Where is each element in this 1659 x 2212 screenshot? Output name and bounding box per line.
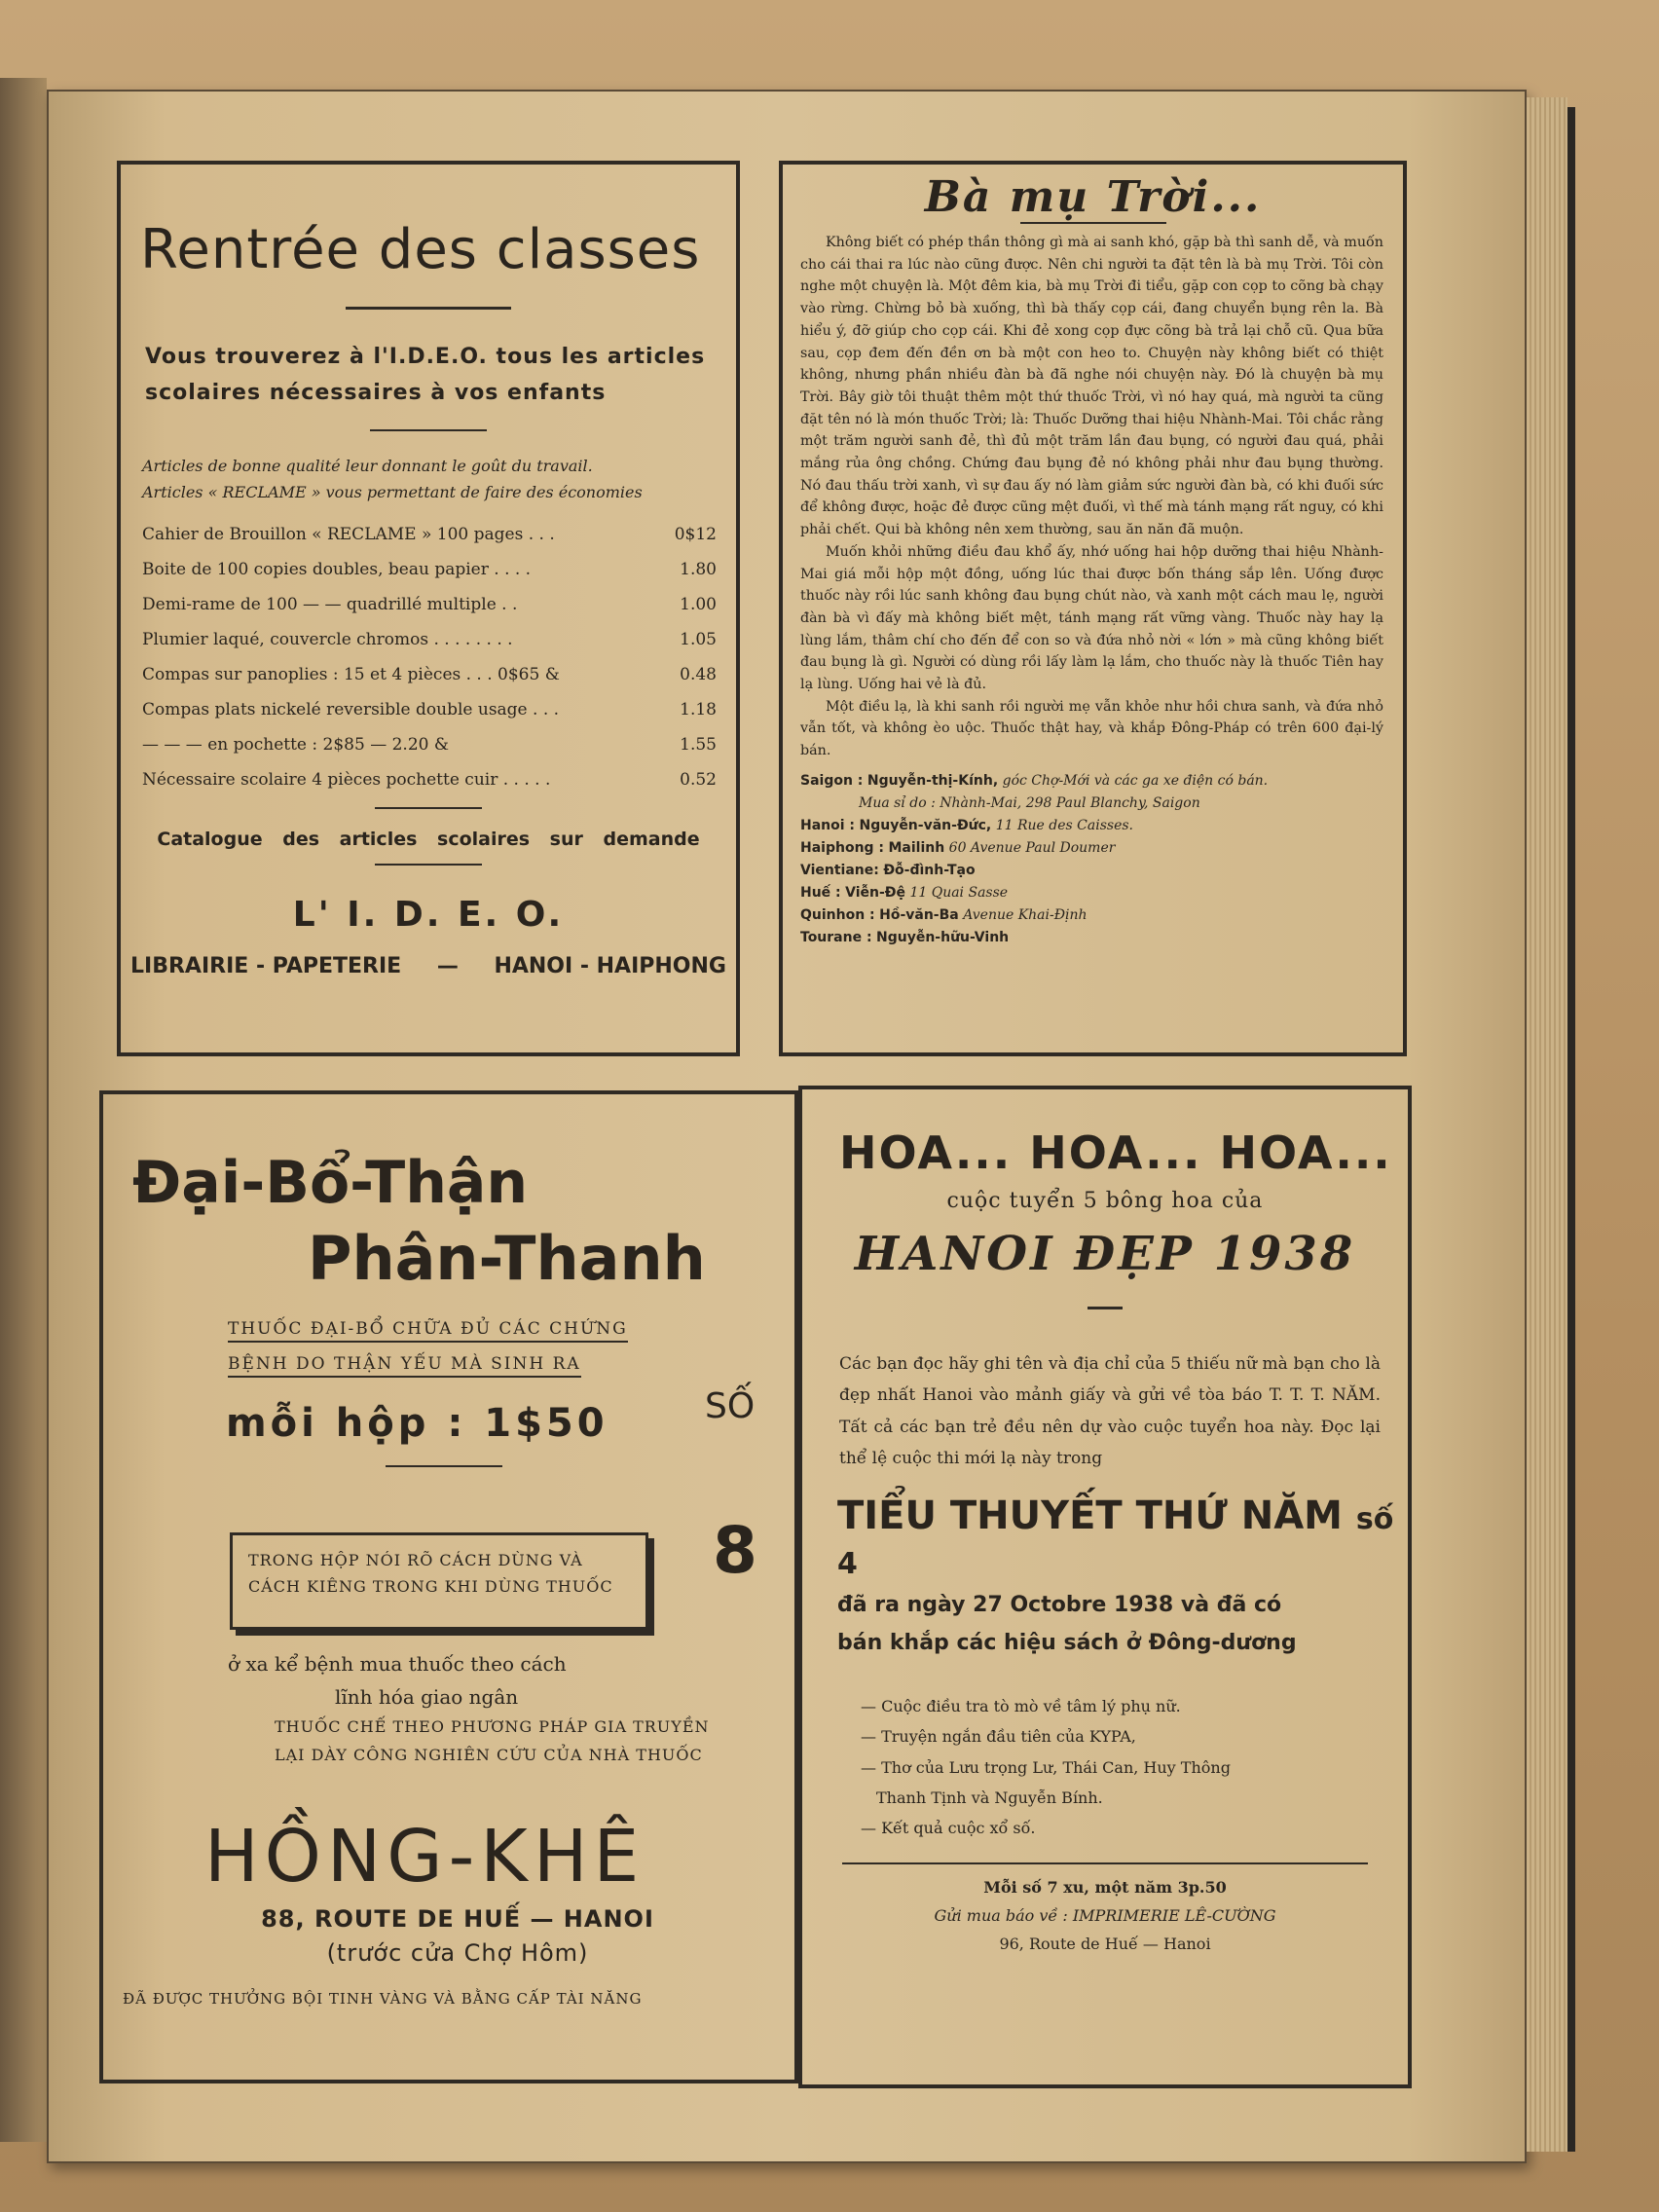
subtitle: THUỐC ĐẠI-BỔ CHỮA ĐỦ CÁC CHỨNG <box>228 1319 628 1343</box>
agent-row: Hanoi : Nguyễn-văn-Đức, 11 Rue des Caisses. <box>800 817 1133 833</box>
hoa-contest-advertisement <box>798 1086 1412 2088</box>
ad-title: HANOI ĐẸP 1938 <box>854 1227 1356 1281</box>
phan-thanh-advertisement <box>99 1090 798 2083</box>
shop-cities: HANOI - HAIPHONG <box>494 953 726 978</box>
ad-headline: HOA... HOA... HOA... <box>839 1126 1392 1179</box>
ad-title: Rentrée des classes <box>140 218 701 281</box>
price-item: Compas plats nickelé reversible double usage . . . 1.18 <box>142 699 717 719</box>
issue-number: 8 <box>713 1513 757 1588</box>
intro-text: Vous trouverez à l'I.D.E.O. tous les articles scolaires nécessaires à vos enfants <box>145 345 706 406</box>
price-item: Demi-rame de 100 — — quadrillé multiple . . 1.00 <box>142 594 717 614</box>
agent-row: Saigon : Nguyễn-thị-Kính, góc Chợ-Mới và các ga xe điện có bán. <box>800 772 1269 789</box>
divider <box>1020 222 1166 224</box>
paragraph: Một điều lạ, là khi sanh rồi người mẹ vẫn khỏe như hồi chưa sanh, và đứa nhỏ vẫn tốt, và không èo uộc. Thuốc thật hay, và khắp Đông-Pháp có trên 600 đại-lý bán. <box>800 698 1383 759</box>
release-info: đã ra ngày 27 Octobre 1938 và đã có bán khắp các hiệu sách ở Đông-dương <box>837 1593 1297 1655</box>
shop-line <box>130 954 726 978</box>
book-cover-edge <box>1567 107 1575 2152</box>
subscription-info: Mỗi số 7 xu, một năm 3p.50 Gửi mua báo về : IMPRIMERIE LÊ-CƯỜNG 96, Route de Huế — Hanoi <box>934 1878 1276 1953</box>
price-item: Plumier laqué, couvercle chromos . . . . . . . . 1.05 <box>142 629 717 649</box>
book-page-stack <box>1527 97 1567 2152</box>
divider <box>375 864 482 866</box>
list-item: — Kết quả cuộc xổ số. <box>861 1818 1036 1837</box>
list-item: — Truyện ngắn đầu tiên của KYPA, <box>861 1727 1136 1747</box>
divider <box>842 1862 1368 1864</box>
agent-row: Mua sỉ do : Nhành-Mai, 298 Paul Blanchy, Saigon <box>859 794 1200 811</box>
ad-body: Các bạn đọc hãy ghi tên và địa chỉ của 5 thiếu nữ mà bạn cho là đẹp nhất Hanoi vào mảnh giấy và gửi về tòa báo T. T. T. NĂM. Tất cả các bạn trẻ đều nên dự vào cuộc tuyển hoa này. Đọc lại thể lệ cuộc thi mới lạ này trong <box>839 1354 1381 1468</box>
agent-row: Haiphong : Mailinh 60 Avenue Paul Doumer <box>800 839 1116 856</box>
book-left-page-edge <box>0 78 47 2142</box>
list-item: Thanh Tịnh và Nguyễn Bính. <box>876 1788 1103 1807</box>
divider <box>375 807 482 809</box>
ad-body <box>800 232 1383 762</box>
ad-title: Bà mụ Trời... <box>924 172 1262 222</box>
agent-row: Quinhon : Hồ-văn-Ba Avenue Khai-Định <box>800 906 1088 923</box>
brand-name: L' I. D. E. O. <box>292 894 565 935</box>
divider <box>386 1465 502 1467</box>
ad-subtitle: cuộc tuyển 5 bông hoa của <box>946 1189 1264 1213</box>
issue-label: SỐ <box>705 1386 756 1426</box>
paragraph: Muốn khỏi những điều đau khổ ấy, nhớ uống hai hộp dưỡng thai hiệu Nhành-Mai giá mỗi hộp một đồng, uống lúc thai được bốn tháng sắp lên. Uống được thuốc này rồi lúc sanh không đau bụng chút nào, và xanh một cách mau lẹ, người đàn bà vì đấy mà không biết mệt, tánh mạng rất vững vàng. Thuốc này hay lạ lùng lắm, thâm chí cho đến để con so và đứa nhỏ nời « lớn » mà cũng không biết đau bụng là gì. Người có dùng rồi lấy làm lạ lắm, cho thuốc này là thuốc Tiên hay lạ lùng. Uống hai vẻ là đủ. <box>800 543 1383 693</box>
agent-row: Huế : Viễn-Đệ 11 Quai Sasse <box>800 884 1009 901</box>
price-item: — — — en pochette : 2$85 — 2.20 & 1.55 <box>142 734 717 755</box>
ad-title-secondary: Phân-Thanh <box>308 1223 706 1294</box>
tagline: Articles de bonne qualité leur donnant le goût du travail. <box>142 456 593 475</box>
agent-list <box>800 770 1383 949</box>
divider <box>346 307 511 310</box>
divider <box>1088 1307 1123 1309</box>
ba-mu-troi-advertisement <box>779 161 1407 1056</box>
price-item: Nécessaire scolaire 4 pièces pochette cuir . . . . . 0.52 <box>142 769 717 790</box>
order-note: ở xa kể bệnh mua thuốc theo cách lĩnh hóa giao ngân <box>228 1652 567 1709</box>
price-list <box>142 517 717 797</box>
separator: — <box>436 953 459 978</box>
price-item: Compas sur panoplies : 15 et 4 pièces . . . 0$65 & 0.48 <box>142 664 717 684</box>
contents-list <box>861 1691 1408 1843</box>
paper-name: TIỂU THUYẾT THỨ NĂM số 4 <box>837 1493 1394 1582</box>
tagline: Articles « RECLAME » vous permettant de faire des économies <box>142 482 643 501</box>
usage-box: TRONG HỘP NÓI RÕ CÁCH DÙNG VÀ CÁCH KIÊNG TRONG KHI DÙNG THUỐC <box>230 1532 648 1630</box>
price: mỗi hộp : 1$50 <box>226 1401 608 1446</box>
shop-type: LIBRAIRIE - PAPETERIE <box>130 953 402 978</box>
agent-row: Vientiane: Đỗ-đình-Tạo <box>800 862 976 878</box>
ad-title: Đại-Bổ-Thận <box>132 1149 529 1217</box>
list-item: — Thơ của Lưu trọng Lư, Thái Can, Huy Thông <box>861 1757 1231 1777</box>
price-item: Boite de 100 copies doubles, beau papier . . . . 1.80 <box>142 559 717 579</box>
preparation-note: THUỐC CHẾ THEO PHƯƠNG PHÁP GIA TRUYỀN LẠI DÀY CÔNG NGHIÊN CỨU CỦA NHÀ THUỐC <box>275 1717 710 1764</box>
agent-row: Tourane : Nguyễn-hữu-Vinh <box>800 929 1010 945</box>
price-item: Cahier de Brouillon « RECLAME » 100 pages . . . 0$12 <box>142 524 717 544</box>
catalogue-note: Catalogue des articles scolaires sur demande <box>157 828 700 850</box>
award-note: ĐÃ ĐƯỢC THƯỞNG BỘI TINH VÀNG VÀ BẰNG CẤP TÀI NĂNG <box>123 1990 643 2008</box>
divider <box>370 429 487 431</box>
address: 88, ROUTE DE HUẾ — HANOI (trước cửa Chợ Hôm) <box>261 1905 654 1967</box>
subtitle: BỆNH DO THẬN YẾU MÀ SINH RA <box>228 1354 581 1378</box>
brand-name: HỒNG-KHÊ <box>204 1815 645 1899</box>
paragraph: Không biết có phép thần thông gì mà ai sanh khó, gặp bà thì sanh dễ, và muốn cho cái thai ra lúc nào cũng được. Nên chi người ta đặt tên là bà mụ Trời. Tôi còn nghe một chuyện là. Một đêm kia, bà mụ Trời đi tiểu, gặp con cọp to cõng bà chạy vào rừng. Chừng bỏ bà xuống, thì bà thấy cọp cái, đang chuyển bụng rên la. Bà hiểu ý, đỡ giúp cho cọp cái. Khi đẻ xong cọp đực cõng bà trả lại chỗ cũ. Qua bữa sau, cọp đem đến đền ơn bà một con heo to. Chuyện này không biết có thiệt không, nhưng phần nhiều đàn bà đã nghe nói chuyện này. Đó là chuyện bà mụ Trời. Bây giờ tôi thuật thêm một thứ thuốc Trời, vì nó hay quá, mà người ta cũng đặt tên nó là món thuốc Trời; là: Thuốc Dưỡng thai hiệu Nhành-Mai. Tôi chắc rằng một trăm người sanh đẻ, thì đủ một trăm lần đau bụng, có người đau quá, phải mắng rủa ông chồng. Chứng đau bụng đẻ nó không phải như đau bụng thường. Nó đau thấu trời xanh, vì sự đau ấy nó làm giảm sức người đàn bà, có khi đuối sức để không được, hoặc đẻ được cũng mệt đuối, vì thế mà tánh mạng rất nguy, có khi phải chết. Qui bà không nên xem thường, sau ăn năn đã muộn. <box>800 235 1383 538</box>
list-item: — Cuộc điều tra tò mò về tâm lý phụ nữ. <box>861 1697 1181 1716</box>
ideo-advertisement <box>117 161 740 1056</box>
